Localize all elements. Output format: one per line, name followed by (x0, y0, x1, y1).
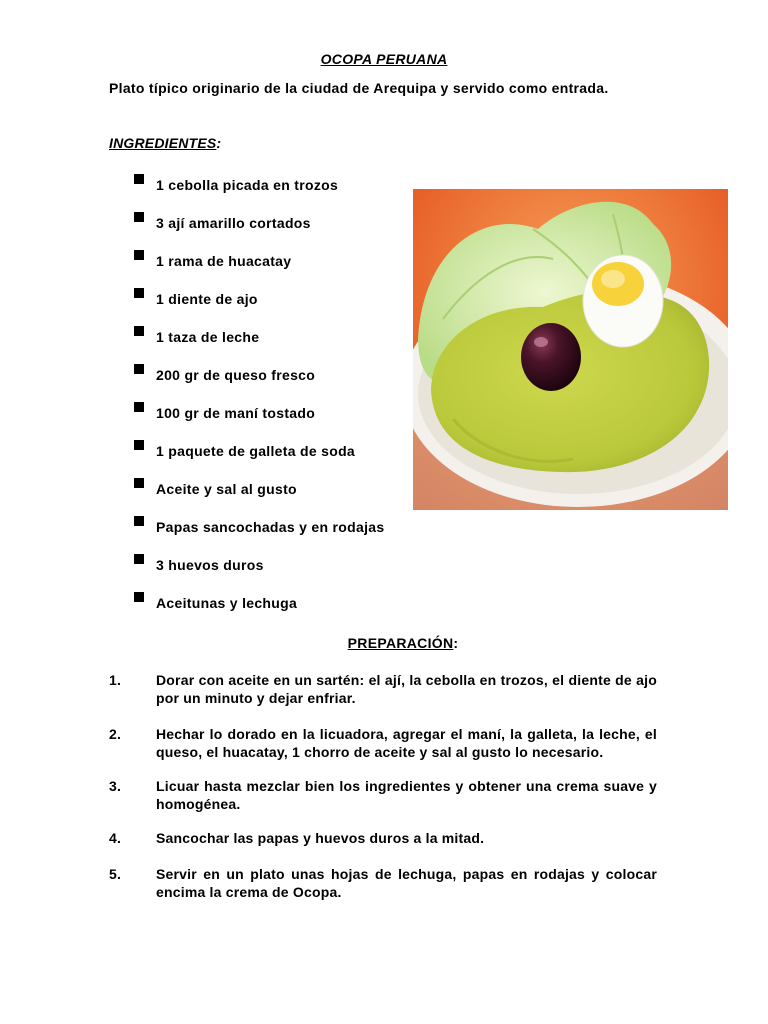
bullet-square-icon (134, 516, 144, 526)
ingredient-text: 3 ají amarillo cortados (156, 215, 311, 231)
ingredient-text: 1 rama de huacatay (156, 253, 292, 269)
list-item (134, 287, 384, 325)
ingredient-text: 1 diente de ajo (156, 291, 258, 307)
list-item (134, 325, 384, 363)
intro-paragraph: Plato típico originario de la ciudad de Arequipa y servido como entrada. (109, 80, 609, 96)
step-text: Servir en un plato unas hojas de lechuga, papas en rodajas y colocar encima la crema de Ocopa. (156, 866, 657, 900)
list-item (134, 173, 384, 211)
preparation-heading-colon: : (453, 635, 459, 651)
ingredient-text: 1 taza de leche (156, 329, 260, 345)
ingredient-text: Papas sancochadas y en rodajas (156, 519, 385, 535)
bullet-square-icon (134, 250, 144, 260)
ingredients-heading-colon: : (216, 135, 222, 151)
step-number: 1. (109, 672, 122, 688)
list-item (109, 829, 657, 847)
list-item (109, 671, 657, 707)
list-item (134, 591, 384, 629)
step-text: Hechar lo dorado en la licuadora, agregar el maní, la galleta, la leche, el queso, el huacatay, 1 chorro de aceite y sal al gusto lo necesario. (156, 726, 657, 760)
bullet-square-icon (134, 592, 144, 602)
ingredient-text: 1 paquete de galleta de soda (156, 443, 356, 459)
list-item (109, 777, 657, 813)
ingredient-text: Aceitunas y lechuga (156, 595, 298, 611)
bullet-square-icon (134, 326, 144, 336)
bullet-square-icon (134, 440, 144, 450)
egg-yolk-highlight (601, 270, 625, 288)
preparation-heading (0, 635, 768, 651)
list-item (134, 401, 384, 439)
list-item (134, 477, 384, 515)
step-number: 5. (109, 866, 122, 882)
list-item (134, 249, 384, 287)
document-title (0, 51, 768, 67)
step-number: 4. (109, 830, 122, 846)
bullet-square-icon (134, 288, 144, 298)
ingredient-text: 100 gr de maní tostado (156, 405, 316, 421)
ingredient-text: 3 huevos duros (156, 557, 264, 573)
list-item (134, 553, 384, 591)
step-number: 2. (109, 726, 122, 742)
ingredients-list (134, 173, 384, 629)
ingredient-text: 1 cebolla picada en trozos (156, 177, 339, 193)
list-item (109, 725, 657, 761)
list-item (134, 439, 384, 477)
list-item (134, 515, 384, 553)
olive-highlight (534, 337, 548, 347)
bullet-square-icon (134, 402, 144, 412)
ingredients-heading-text: INGREDIENTES (109, 135, 217, 151)
step-text: Dorar con aceite en un sartén: el ají, la cebolla en trozos, el diente de ajo por un minuto y dejar enfriar. (156, 672, 657, 706)
list-item (109, 865, 657, 901)
ingredient-text: 200 gr de queso fresco (156, 367, 316, 383)
list-item (134, 363, 384, 401)
bullet-square-icon (134, 554, 144, 564)
bullet-square-icon (134, 364, 144, 374)
bullet-square-icon (134, 174, 144, 184)
black-olive (521, 323, 581, 391)
preparation-steps (109, 671, 657, 901)
document-title-text: OCOPA PERUANA (320, 51, 448, 67)
ingredient-text: Aceite y sal al gusto (156, 481, 297, 497)
ocopa-dish-photo (413, 189, 728, 510)
preparation-heading-text: PREPARACIÓN (347, 635, 454, 651)
bullet-square-icon (134, 212, 144, 222)
ocopa-dish-illustration (413, 189, 728, 510)
bullet-square-icon (134, 478, 144, 488)
step-number: 3. (109, 778, 122, 794)
step-text: Licuar hasta mezclar bien los ingredientes y obtener una crema suave y homogénea. (156, 778, 657, 812)
list-item (134, 211, 384, 249)
step-text: Sancochar las papas y huevos duros a la mitad. (156, 830, 485, 846)
ingredients-heading (109, 135, 221, 151)
